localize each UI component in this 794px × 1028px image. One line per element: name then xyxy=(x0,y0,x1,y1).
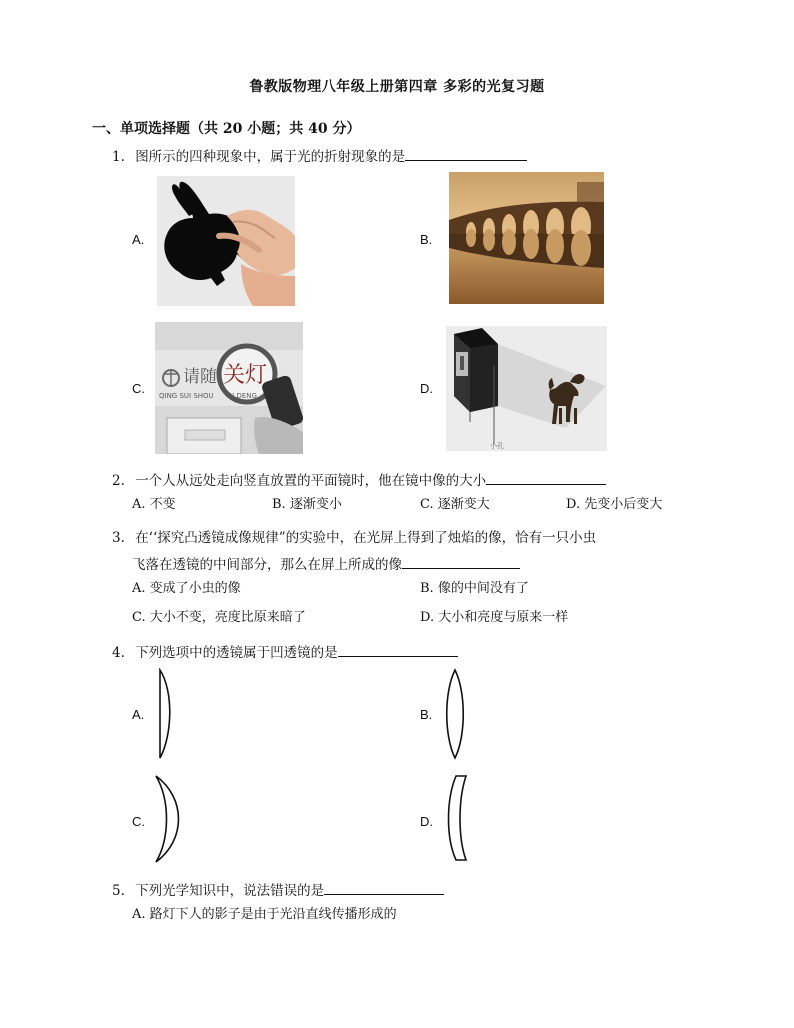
q5-option-a[interactable]: A. 路灯下人的影子是由于光沿直线传播形成的 xyxy=(132,907,397,922)
question-3-stem-line-2: 飞落在透镜的中间部分，那么在屏上所成的像 xyxy=(132,557,402,573)
q2-option-a[interactable]: A. 不变 xyxy=(132,497,176,512)
q4-lens-a-plano-convex xyxy=(154,668,178,760)
question-1 xyxy=(112,146,527,167)
q1-label-c: C. xyxy=(132,381,145,396)
q1-label-a: A. xyxy=(132,232,145,247)
question-5-number: 5. xyxy=(112,883,125,899)
q4-lens-b-biconvex xyxy=(442,668,468,760)
q3-option-c[interactable]: C. 大小不变，亮度比原来暗了 xyxy=(132,610,306,625)
question-1-number: 1. xyxy=(112,149,125,165)
q2-option-c[interactable]: C. 逐渐变大 xyxy=(420,497,490,512)
q4-label-b: B. xyxy=(420,707,433,722)
q4-lens-d-concave-meniscus xyxy=(444,774,470,864)
question-4-number: 4. xyxy=(112,645,125,661)
section-heading: 一、单项选择题（共 20 小题；共 40 分） xyxy=(92,121,361,137)
sign-pinyin-left: QING SUI SHOU xyxy=(159,392,214,400)
answer-blank[interactable] xyxy=(402,554,520,569)
question-3-number: 3. xyxy=(112,530,125,546)
question-5-stem: 下列光学知识中，说法错误的是 xyxy=(135,883,325,899)
question-3 xyxy=(112,528,596,548)
q1-image-b-bridge-reflection xyxy=(449,172,604,304)
question-1-stem: 图所示的四种现象中，属于光的折射现象的是 xyxy=(135,149,406,165)
q1-label-b: B. xyxy=(420,232,433,247)
q3-option-d[interactable]: D. 大小和亮度与原来一样 xyxy=(420,610,569,625)
sign-pinyin-right: N DENG xyxy=(229,392,257,400)
page-title: 鲁教版物理八年级上册第四章 多彩的光复习题 xyxy=(249,79,545,95)
q1-image-a-shadow-rabbit xyxy=(157,176,295,306)
q4-label-a: A. xyxy=(132,707,145,722)
question-2 xyxy=(112,470,606,491)
sign-text-magnified: 关灯 xyxy=(223,363,268,388)
q1-label-d: D. xyxy=(420,381,433,396)
answer-blank[interactable] xyxy=(486,470,606,485)
question-5 xyxy=(112,880,444,901)
question-3-stem-line-1: 在‘‘探究凸透镜成像规律”的实验中，在光屏上得到了烛焰的像，恰有一只小虫 xyxy=(135,530,597,546)
question-3-line-2 xyxy=(132,554,520,575)
q4-label-c: C. xyxy=(132,814,145,829)
q3-option-b[interactable]: B. 像的中间没有了 xyxy=(420,581,529,596)
q1-image-c-magnifier xyxy=(155,322,303,454)
question-4-stem: 下列选项中的透镜属于凹透镜的是 xyxy=(135,645,338,661)
answer-blank[interactable] xyxy=(324,880,444,895)
question-4 xyxy=(112,642,458,663)
question-2-stem: 一个人从远处走向竖直放置的平面镜时，他在镜中像的大小 xyxy=(135,473,487,489)
question-2-number: 2. xyxy=(112,473,125,489)
q2-option-b[interactable]: B. 逐渐变小 xyxy=(272,497,342,512)
sign-text-small: 请随 xyxy=(183,367,217,387)
q2-option-d[interactable]: D. 先变小后变大 xyxy=(566,497,663,512)
answer-blank[interactable] xyxy=(405,146,527,161)
svg-text:小孔: 小孔 xyxy=(490,442,504,450)
q3-option-a[interactable]: A. 变成了小虫的像 xyxy=(132,581,241,596)
q4-label-d: D. xyxy=(420,814,433,829)
q1-image-d-pinhole-dog xyxy=(446,326,607,451)
q4-lens-c-meniscus xyxy=(152,774,182,864)
answer-blank[interactable] xyxy=(338,642,458,657)
